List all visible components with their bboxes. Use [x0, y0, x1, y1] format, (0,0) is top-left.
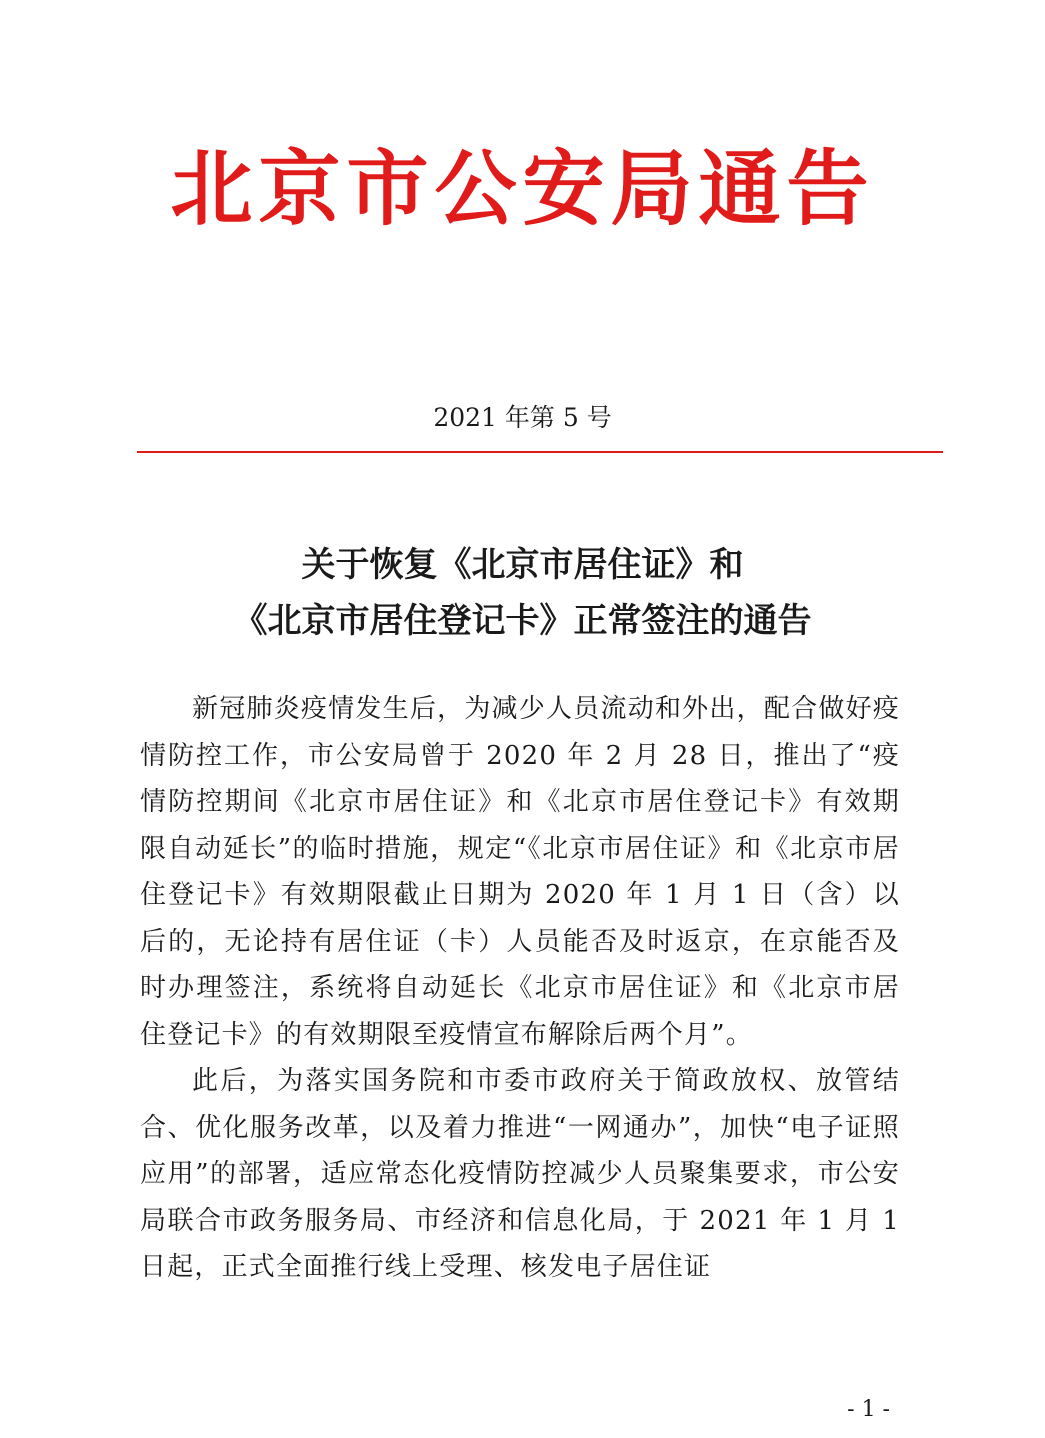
- notice-body: [140, 686, 900, 1291]
- red-divider-line: [137, 451, 943, 453]
- page-number: - 1 -: [847, 1397, 890, 1422]
- body-paragraph-2: 此后，为落实国务院和市委市政府关于简政放权、放管结合、优化服务改革，以及着力推进“一网通办”，加快“电子证照应用”的部署，适应常态化疫情防控减少人员聚集要求，市公安局联合市政务服务局、市经济和信息化局，于 2021 年 1 月 1 日起，正式全面推行线上受理、核发电子居住证: [140, 1066, 900, 1282]
- notice-title-line-2: 《北京市居住登记卡》正常签注的通告: [233, 601, 812, 641]
- document-number: 2021 年第 5 号: [433, 403, 612, 432]
- notice-title-line-1: 关于恢复《北京市居住证》和: [301, 545, 744, 585]
- body-paragraph-1: 新冠肺炎疫情发生后，为减少人员流动和外出，配合做好疫情防控工作，市公安局曾于 2020 年 2 月 28 日，推出了“疫情防控期间《北京市居住证》和《北京市居住登记卡》有效期限自动延长”的临时措施，规定“《北京市居住证》和《北京市居住登记卡》有效期限截止日期为 2020 年 1 月 1 日（含）以后的，无论持有居住证（卡）人员能否及时返京，在京能否及时办理签注，系统将自动延长《北京市居住证》和《北京市居住登记卡》的有效期限至疫情宣布解除后两个月”。: [140, 694, 900, 1050]
- masthead-title: 北京市公安局通告: [170, 142, 875, 237]
- notice-title: [0, 537, 1045, 649]
